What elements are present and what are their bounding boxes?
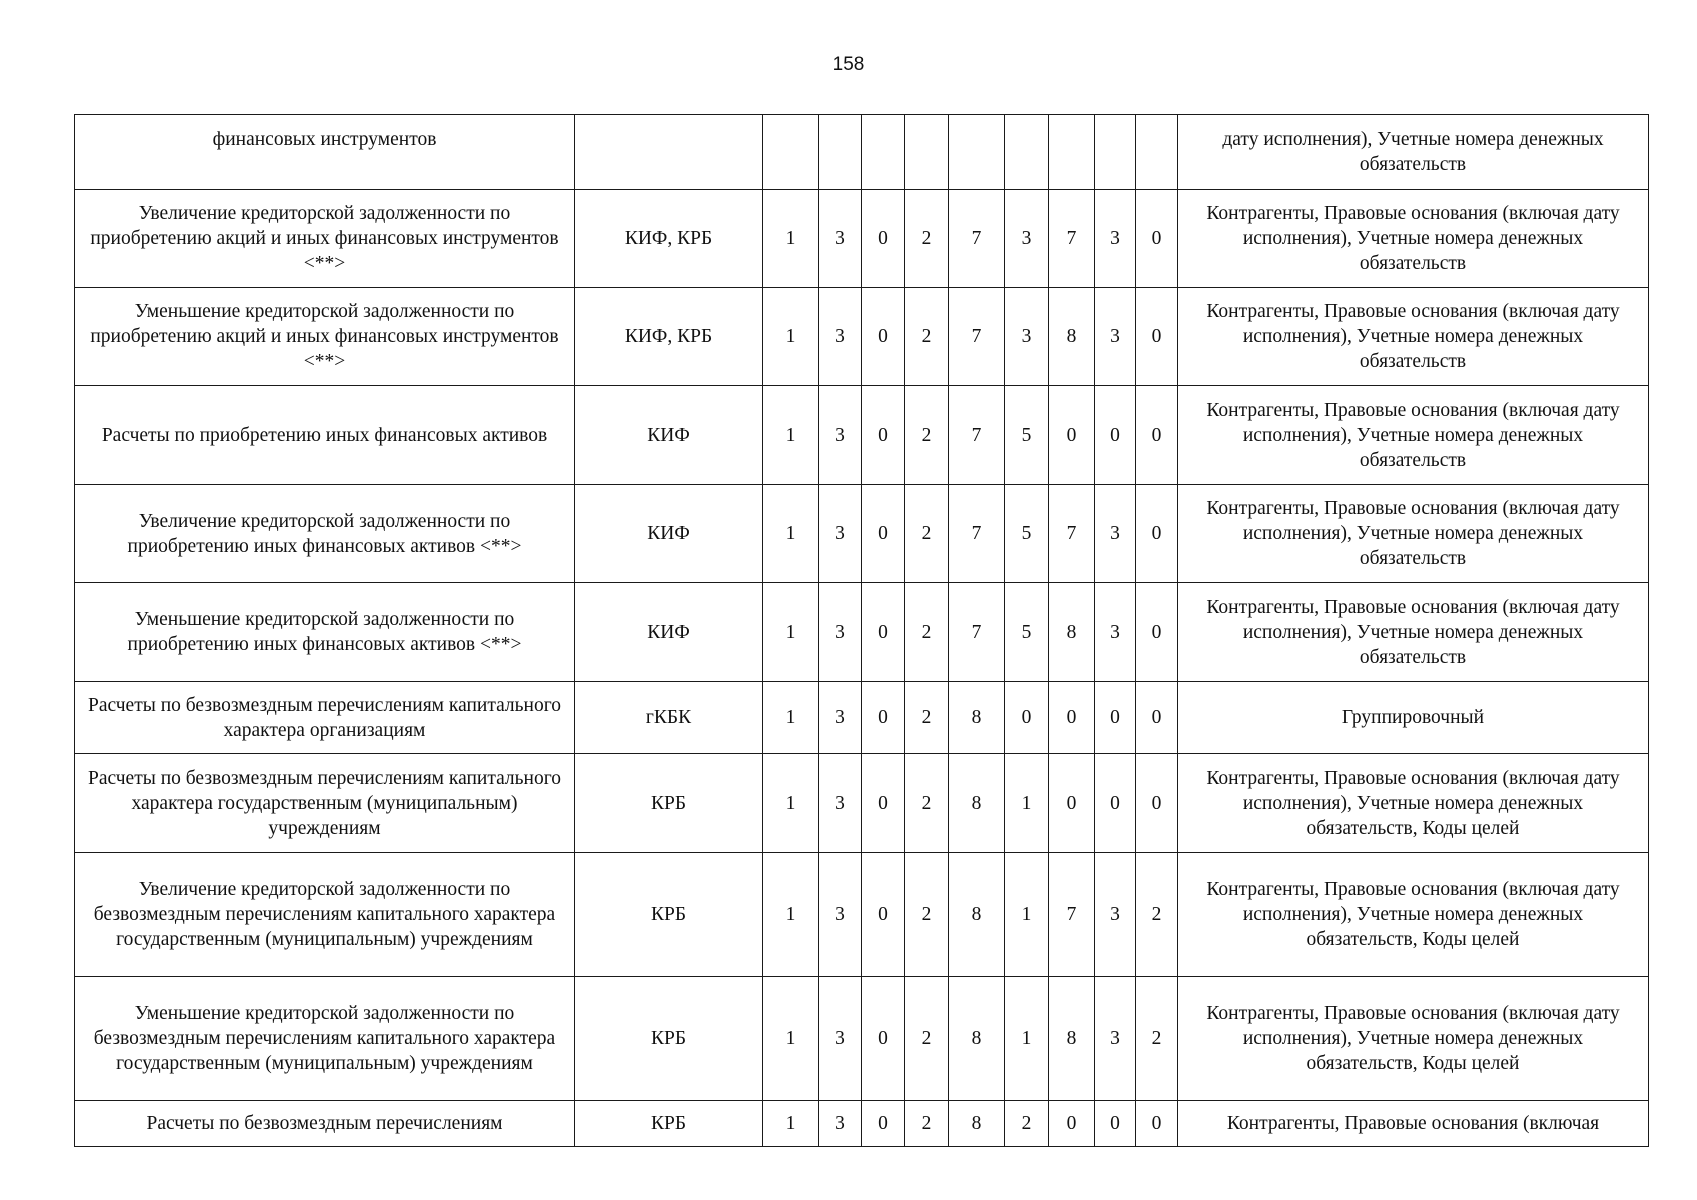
row-name-cell: Увеличение кредиторской задолженности по приобретению акций и иных финансовых инструментов <**> — [75, 190, 575, 288]
row-code-cell: КРБ — [575, 853, 763, 977]
row-digit-cell: 1 — [763, 754, 819, 853]
row-digit-cell: 0 — [1005, 682, 1049, 754]
row-digit-cell: 0 — [862, 977, 905, 1101]
row-digit-cell: 1 — [763, 682, 819, 754]
row-digit-cell: 5 — [1005, 386, 1049, 485]
row-digit-cell: 3 — [819, 190, 862, 288]
row-digit-cell: 2 — [905, 288, 949, 386]
row-digit-cell: 0 — [862, 583, 905, 682]
row-digit-cell: 0 — [1049, 386, 1095, 485]
row-digit-cell: 1 — [763, 288, 819, 386]
row-digit-cell: 8 — [1049, 288, 1095, 386]
row-digit-cell: 8 — [949, 853, 1005, 977]
row-digit-cell: 3 — [819, 977, 862, 1101]
row-digit-cell: 3 — [819, 1101, 862, 1147]
row-digit-cell — [1005, 115, 1049, 190]
row-digit-cell: 3 — [1095, 977, 1136, 1101]
row-digit-cell: 0 — [1095, 1101, 1136, 1147]
row-digit-cell: 3 — [1095, 190, 1136, 288]
row-digit-cell: 2 — [905, 682, 949, 754]
row-code-cell: КИФ — [575, 386, 763, 485]
row-name-cell: Расчеты по приобретению иных финансовых активов — [75, 386, 575, 485]
row-digit-cell: 8 — [949, 977, 1005, 1101]
row-digit-cell — [1136, 115, 1178, 190]
row-digit-cell: 0 — [1136, 485, 1178, 583]
row-code-cell: КРБ — [575, 754, 763, 853]
row-digit-cell: 3 — [819, 754, 862, 853]
row-digit-cell: 2 — [1136, 853, 1178, 977]
row-digit-cell: 0 — [862, 386, 905, 485]
row-analytics-cell: Контрагенты, Правовые основания (включая дату исполнения), Учетные номера денежных обязательств, Коды целей — [1178, 977, 1649, 1101]
row-digit-cell: 1 — [763, 1101, 819, 1147]
row-analytics-cell: Контрагенты, Правовые основания (включая дату исполнения), Учетные номера денежных обязательств — [1178, 190, 1649, 288]
row-digit-cell: 1 — [763, 485, 819, 583]
row-digit-cell: 3 — [819, 853, 862, 977]
row-code-cell: КИФ, КРБ — [575, 288, 763, 386]
row-digit-cell: 0 — [862, 288, 905, 386]
page-number: 158 — [832, 54, 865, 75]
row-digit-cell: 0 — [1095, 754, 1136, 853]
row-digit-cell: 7 — [949, 386, 1005, 485]
row-digit-cell: 3 — [1095, 288, 1136, 386]
row-code-cell: КИФ — [575, 485, 763, 583]
row-digit-cell: 5 — [1005, 485, 1049, 583]
row-digit-cell: 0 — [1136, 1101, 1178, 1147]
row-digit-cell: 0 — [1095, 386, 1136, 485]
row-code-cell: КИФ, КРБ — [575, 190, 763, 288]
row-digit-cell: 3 — [1095, 485, 1136, 583]
accounts-table — [74, 114, 1649, 1147]
row-digit-cell: 0 — [1136, 190, 1178, 288]
row-digit-cell: 0 — [1136, 288, 1178, 386]
table-row — [75, 386, 1649, 485]
table-body — [75, 115, 1649, 1147]
row-analytics-cell: Контрагенты, Правовые основания (включая дату исполнения), Учетные номера денежных обязательств — [1178, 583, 1649, 682]
row-digit-cell: 3 — [819, 682, 862, 754]
row-digit-cell — [905, 115, 949, 190]
table-row — [75, 754, 1649, 853]
row-analytics-cell: Контрагенты, Правовые основания (включая дату исполнения), Учетные номера денежных обязательств, Коды целей — [1178, 853, 1649, 977]
table-row — [75, 288, 1649, 386]
row-digit-cell: 1 — [763, 190, 819, 288]
row-code-cell: КРБ — [575, 1101, 763, 1147]
row-digit-cell — [949, 115, 1005, 190]
row-analytics-cell: Контрагенты, Правовые основания (включая дату исполнения), Учетные номера денежных обязательств, Коды целей — [1178, 754, 1649, 853]
row-digit-cell: 0 — [862, 754, 905, 853]
row-digit-cell: 2 — [905, 977, 949, 1101]
row-name-cell: Увеличение кредиторской задолженности по приобретению иных финансовых активов <**> — [75, 485, 575, 583]
row-digit-cell: 0 — [1095, 682, 1136, 754]
row-name-cell: Уменьшение кредиторской задолженности по приобретению иных финансовых активов <**> — [75, 583, 575, 682]
row-digit-cell — [862, 115, 905, 190]
row-digit-cell: 7 — [949, 288, 1005, 386]
row-digit-cell: 0 — [862, 682, 905, 754]
row-name-cell: Уменьшение кредиторской задолженности по приобретению акций и иных финансовых инструментов <**> — [75, 288, 575, 386]
row-digit-cell: 1 — [1005, 977, 1049, 1101]
row-name-cell: Расчеты по безвозмездным перечислениям капитального характера организациям — [75, 682, 575, 754]
row-digit-cell: 3 — [1095, 583, 1136, 682]
row-digit-cell: 0 — [1049, 1101, 1095, 1147]
table-row — [75, 977, 1649, 1101]
row-digit-cell: 8 — [1049, 583, 1095, 682]
row-name-cell: Увеличение кредиторской задолженности по безвозмездным перечислениям капитального характера государственным (муниципальным) учреждениям — [75, 853, 575, 977]
row-digit-cell: 0 — [862, 853, 905, 977]
row-digit-cell: 8 — [1049, 977, 1095, 1101]
table-row — [75, 115, 1649, 190]
row-analytics-cell: Контрагенты, Правовые основания (включая дату исполнения), Учетные номера денежных обязательств — [1178, 485, 1649, 583]
row-analytics-cell: дату исполнения), Учетные номера денежных обязательств — [1178, 115, 1649, 190]
row-digit-cell: 2 — [1005, 1101, 1049, 1147]
row-digit-cell: 1 — [1005, 754, 1049, 853]
row-digit-cell: 2 — [905, 386, 949, 485]
row-digit-cell: 1 — [1005, 853, 1049, 977]
row-digit-cell: 7 — [1049, 853, 1095, 977]
row-code-cell: КИФ — [575, 583, 763, 682]
row-digit-cell: 2 — [905, 485, 949, 583]
row-digit-cell: 5 — [1005, 583, 1049, 682]
row-digit-cell — [1095, 115, 1136, 190]
row-digit-cell: 3 — [1005, 288, 1049, 386]
row-digit-cell: 8 — [949, 682, 1005, 754]
row-digit-cell — [819, 115, 862, 190]
row-digit-cell: 8 — [949, 1101, 1005, 1147]
row-digit-cell: 0 — [862, 1101, 905, 1147]
row-digit-cell: 1 — [763, 386, 819, 485]
row-name-cell: Расчеты по безвозмездным перечислениям — [75, 1101, 575, 1147]
row-analytics-cell: Группировочный — [1178, 682, 1649, 754]
row-digit-cell: 1 — [763, 583, 819, 682]
row-digit-cell: 1 — [763, 853, 819, 977]
row-digit-cell: 1 — [763, 977, 819, 1101]
row-digit-cell: 7 — [949, 583, 1005, 682]
table-row — [75, 485, 1649, 583]
row-digit-cell: 2 — [905, 583, 949, 682]
table-row — [75, 190, 1649, 288]
row-digit-cell: 0 — [1049, 754, 1095, 853]
row-digit-cell: 0 — [862, 485, 905, 583]
row-code-cell — [575, 115, 763, 190]
row-digit-cell: 0 — [1049, 682, 1095, 754]
row-analytics-cell: Контрагенты, Правовые основания (включая дату исполнения), Учетные номера денежных обязательств — [1178, 288, 1649, 386]
row-digit-cell: 7 — [949, 485, 1005, 583]
row-digit-cell — [763, 115, 819, 190]
table-row — [75, 853, 1649, 977]
row-digit-cell: 3 — [819, 583, 862, 682]
row-code-cell: КРБ — [575, 977, 763, 1101]
table-row — [75, 682, 1649, 754]
row-digit-cell: 0 — [1136, 682, 1178, 754]
row-digit-cell — [1049, 115, 1095, 190]
row-digit-cell: 8 — [949, 754, 1005, 853]
row-digit-cell: 3 — [819, 485, 862, 583]
row-digit-cell: 7 — [949, 190, 1005, 288]
row-digit-cell: 0 — [862, 190, 905, 288]
row-digit-cell: 0 — [1136, 754, 1178, 853]
row-digit-cell: 2 — [1136, 977, 1178, 1101]
row-digit-cell: 2 — [905, 754, 949, 853]
row-name-cell: финансовых инструментов — [75, 115, 575, 190]
row-digit-cell: 2 — [905, 853, 949, 977]
row-digit-cell: 2 — [905, 190, 949, 288]
row-digit-cell: 0 — [1136, 386, 1178, 485]
row-digit-cell: 0 — [1136, 583, 1178, 682]
row-digit-cell: 2 — [905, 1101, 949, 1147]
row-name-cell: Расчеты по безвозмездным перечислениям капитального характера государственным (муниципальным) учреждениям — [75, 754, 575, 853]
row-digit-cell: 3 — [1005, 190, 1049, 288]
row-code-cell: гКБК — [575, 682, 763, 754]
table-row — [75, 583, 1649, 682]
row-digit-cell: 3 — [1095, 853, 1136, 977]
row-digit-cell: 3 — [819, 288, 862, 386]
row-digit-cell: 7 — [1049, 485, 1095, 583]
table-row — [75, 1101, 1649, 1147]
row-digit-cell: 7 — [1049, 190, 1095, 288]
row-analytics-cell: Контрагенты, Правовые основания (включая дату исполнения), Учетные номера денежных обязательств — [1178, 386, 1649, 485]
row-name-cell: Уменьшение кредиторской задолженности по безвозмездным перечислениям капитального характера государственным (муниципальным) учреждениям — [75, 977, 575, 1101]
row-digit-cell: 3 — [819, 386, 862, 485]
row-analytics-cell: Контрагенты, Правовые основания (включая — [1178, 1101, 1649, 1147]
